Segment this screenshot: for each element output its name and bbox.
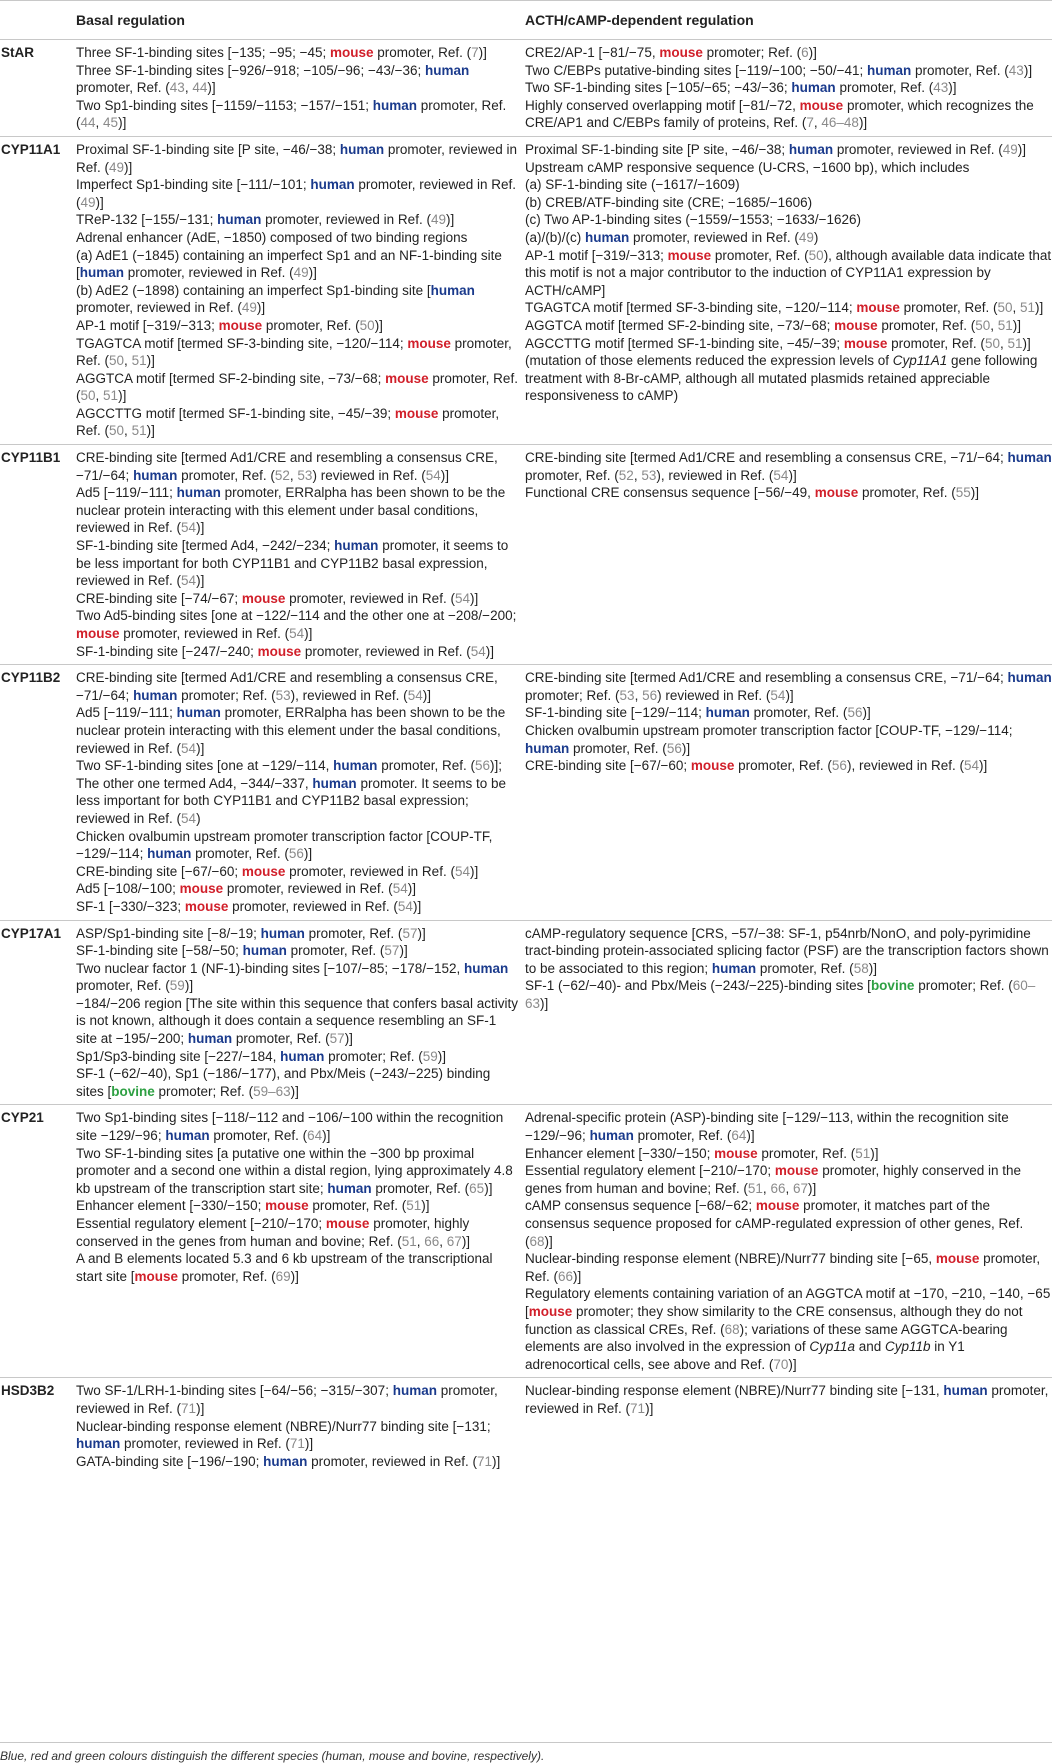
ref-number[interactable]: 67 (446, 1233, 462, 1249)
species-mouse: mouse (325, 1216, 370, 1231)
header-acth: ACTH/cAMP-dependent regulation (525, 1, 1052, 40)
table-header (0, 1, 1052, 40)
ref-number[interactable]: 56 (288, 846, 304, 862)
species-mouse: mouse (76, 626, 120, 641)
species-human: human (333, 758, 378, 774)
species-human: human (280, 1048, 325, 1064)
species-mouse: mouse (385, 370, 429, 386)
regulation-entry: CRE2/AP-1 [−81/−75, mouse promoter; Ref. (6)] (525, 45, 817, 60)
acth-regulation-cell (525, 1378, 1052, 1474)
regulation-entry: Essential regulatory element [−210/−170; mouse promoter, highly conserved in the genes from human and bovine; Ref. (51, 66, 67)] (76, 1216, 471, 1249)
basal-regulation-cell (76, 665, 525, 920)
species-human: human (133, 687, 178, 703)
species-mouse: mouse (257, 643, 302, 659)
ref-number[interactable]: 57 (329, 1031, 345, 1047)
ref-number[interactable]: 54 (181, 573, 197, 589)
ref-number[interactable]: 56 (831, 758, 847, 774)
regulation-entry: ASP/Sp1-binding site [−8/−19; human promoter, Ref. (57)] (76, 925, 426, 941)
ref-number[interactable]: 59 (422, 1048, 438, 1064)
regulation-entry: (c) Two AP-1-binding sites (−1559/−1553; −1633/−1626) (525, 212, 861, 228)
regulation-entry: Chicken ovalbumin upstream promoter transcription factor [COUP-TF, −129/−114; human promoter, Ref. (56)] (76, 828, 493, 862)
ref-number[interactable]: 49 (1002, 141, 1018, 157)
regulation-entry: GATA-binding site [−196/−190; human promoter, reviewed in Ref. (71)] (76, 1453, 501, 1469)
ref-number[interactable]: 57 (384, 943, 400, 959)
regulation-entry: Sp1/Sp3-binding site [−227/−184, human promoter; Ref. (59)] (76, 1048, 446, 1064)
regulation-entry: Nuclear-binding response element (NBRE)/Nurr77 binding site [−131; human promoter, reviewed in Ref. (71)] (76, 1418, 491, 1452)
ref-number[interactable]: 66 (770, 1180, 786, 1196)
regulation-entry: Nuclear-binding response element (NBRE)/Nurr77 binding site [−131, human promoter, reviewed in Ref. (71)] (525, 1383, 1049, 1416)
species-mouse: mouse (528, 1303, 573, 1319)
ref-number[interactable]: 54 (392, 881, 408, 897)
regulation-entry: AGGTCA motif [termed SF-2-binding site, −73/−68; mouse promoter, Ref. (50, 51)] (76, 370, 518, 404)
ref-number[interactable]: 50 (984, 335, 1000, 351)
ref-number[interactable]: 50 (975, 317, 991, 333)
species-mouse: mouse (856, 300, 900, 316)
gene-name: CYP11B2 (0, 665, 76, 920)
regulation-entry: SF-1-binding site [−129/−114; human promoter, Ref. (56)] (525, 705, 871, 721)
table-row (0, 136, 1052, 444)
ref-number[interactable]: 59–63 (253, 1083, 291, 1099)
regulation-entry: The other one termed Ad4, −344/−337, human promoter. It seems to be less important for both CYP11B1 and CYP11B2 basal expression; reviewed in Ref. (54) (76, 775, 507, 826)
ref-number[interactable]: 49 (80, 194, 96, 210)
ref-number[interactable]: 54 (773, 467, 789, 483)
regulation-entry: Two Ad5-binding sites [one at −122/−114 and the other one at −208/−200; mouse promoter, reviewed in Ref. (54)] (76, 608, 517, 641)
ref-number[interactable]: 51 (1007, 335, 1023, 351)
regulation-entry: Adrenal-specific protein (ASP)-binding site [−129/−113, within the recognition site −129/−96; human promoter, Ref. (64)] (525, 1110, 1009, 1144)
ref-number[interactable]: 64 (307, 1128, 323, 1144)
species-human: human (312, 775, 357, 791)
ref-number[interactable]: 69 (275, 1268, 291, 1284)
regulation-entry: Two Sp1-binding sites [−1159/−1153; −157/−151; human promoter, Ref. (44, 45)] (76, 97, 507, 131)
regulation-entry: (a)/(b)/(c) human promoter, reviewed in Ref. (49) (525, 229, 819, 245)
ref-number[interactable]: 54 (470, 643, 486, 659)
species-human: human (217, 212, 262, 228)
regulation-entry: AGGTCA motif [termed SF-2-binding site, −73/−68; mouse promoter, Ref. (50, 51)] (525, 317, 1022, 333)
ref-number[interactable]: 45 (103, 115, 119, 131)
header-gene (0, 1, 76, 40)
regulation-entry: Regulatory elements containing variation of an AGGTCA motif at −170, −210, −140, −65 [mouse promoter; they show similarity to the CRE consensus, although they do not function as classical CREs, Ref. (68); variations of these same AGGTCA-bearing elements are also involved in the expression of Cyp11a and Cyp11b in Y1 adrenocortical cells, see above and Ref. (70)] (525, 1286, 1051, 1372)
ref-number[interactable]: 49 (430, 212, 446, 228)
species-mouse: mouse (774, 1163, 819, 1179)
ref-number[interactable]: 50 (359, 317, 375, 333)
regulation-entry: AP-1 motif [−319/−313; mouse promoter, Ref. (50)] (76, 317, 383, 333)
regulation-entry: Ad5 [−108/−100; mouse promoter, reviewed in Ref. (54)] (76, 881, 416, 897)
ref-number[interactable]: 71 (289, 1436, 305, 1452)
ref-number[interactable]: 51 (747, 1180, 763, 1196)
regulation-entry: SF-1 [−330/−323; mouse promoter, reviewed in Ref. (54)] (76, 898, 422, 914)
ref-number[interactable]: 7 (471, 45, 479, 60)
species-mouse: mouse (218, 317, 263, 333)
acth-regulation-cell (525, 136, 1052, 444)
ref-number[interactable]: 66 (424, 1233, 440, 1249)
regulation-entry: AGCCTTG motif [termed SF-1-binding site, −45/−39; mouse promoter, Ref. (50, 51)] (mutation of those elements reduced the expression levels of Cyp11A1 gene following treatment with 8-Br-cAMP, although all mutated plasmids retained appreciable responsiveness to cAMP) (525, 335, 1038, 404)
regulation-entry: Two SF-1/LRH-1-binding sites [−64/−56; −315/−307; human promoter, reviewed in Ref. (71)] (76, 1383, 498, 1416)
table-footnote: Blue, red and green colours distinguish the different species (human, mouse and bovine, respectively). (0, 1742, 1052, 1763)
species-human: human (187, 1031, 233, 1047)
regulation-entry: Two SF-1-binding sites [one at −129/−114, human promoter, Ref. (56)]; (76, 758, 503, 774)
ref-number[interactable]: 43 (1008, 62, 1024, 78)
ref-number[interactable]: 56 (847, 705, 863, 721)
species-mouse: mouse (241, 590, 286, 606)
ref-number[interactable]: 6 (801, 45, 809, 60)
species-mouse: mouse (935, 1251, 980, 1267)
ref-number[interactable]: 51 (401, 1233, 417, 1249)
regulation-entry: Essential regulatory element [−210/−170; mouse promoter, highly conserved in the genes from human and bovine; Ref. (51, 66, 67)] (525, 1163, 1022, 1196)
ref-number[interactable]: 54 (181, 810, 197, 826)
acth-regulation-cell (525, 445, 1052, 665)
regulation-entry: Enhancer element [−330/−150; mouse promoter, Ref. (51)] (76, 1198, 430, 1214)
basal-regulation-cell (76, 136, 525, 444)
species-mouse: mouse (843, 335, 888, 351)
ref-number[interactable]: 7 (806, 115, 814, 131)
regulation-entry: Three SF-1-binding sites [−926/−918; −105/−96; −43/−36; human promoter, Ref. (43, 44)] (76, 62, 470, 96)
ref-number[interactable]: 51 (131, 423, 147, 439)
ref-number[interactable]: 54 (964, 758, 980, 774)
species-mouse: mouse (659, 45, 703, 60)
gene-name: CYP11B1 (0, 445, 76, 665)
species-mouse: mouse (799, 97, 844, 113)
ref-number[interactable]: 57 (402, 925, 418, 941)
species-human: human (339, 141, 385, 157)
species-mouse: mouse (667, 247, 712, 263)
species-human: human (147, 846, 192, 862)
ref-number[interactable]: 54 (454, 590, 470, 606)
regulation-entry: Proximal SF-1-binding site [P site, −46/−38; human promoter, reviewed in Ref. (49)] (76, 141, 517, 175)
header-basal: Basal regulation (76, 1, 525, 40)
ref-number[interactable]: 59 (169, 978, 185, 994)
species-human: human (425, 62, 470, 78)
species-mouse: mouse (407, 335, 451, 351)
regulation-entry: TGAGTCA motif [termed SF-3-binding site, −120/−114; mouse promoter, Ref. (50, 51)] (525, 300, 1044, 316)
regulation-entry: −184/−206 region [The site within this sequence that confers basal activity is not known, although it does contain a sequence resembling an SF-1 site at −195/−200; human promoter, Ref. (57)] (76, 995, 519, 1047)
regulation-entry: Functional CRE consensus sequence [−56/−49, mouse promoter, Ref. (55)] (525, 485, 980, 501)
species-mouse: mouse (330, 45, 374, 60)
table-row (0, 1378, 1052, 1474)
regulation-entry: CRE-binding site [−67/−60; mouse promoter, Ref. (56), reviewed in Ref. (54)] (525, 758, 988, 774)
basal-regulation-cell (76, 1105, 525, 1378)
regulation-entry: CRE-binding site [−67/−60; mouse promoter, reviewed in Ref. (54)] (76, 863, 479, 879)
ref-number[interactable]: 50 (808, 247, 824, 263)
ref-number[interactable]: 58 (853, 960, 869, 976)
species-human: human (263, 1453, 308, 1469)
species-human: human (788, 141, 834, 157)
regulation-entry: Proximal SF-1-binding site [P site, −46/−38; human promoter, reviewed in Ref. (49)] (525, 141, 1027, 157)
basal-regulation-cell (76, 445, 525, 665)
regulation-entry: Two SF-1-binding sites [a putative one within the −300 bp proximal promoter and a second one within a distal region, lying approximately 4.8 kb upstream of the transcription start site; human promoter, Ref. (65)] (76, 1145, 513, 1196)
ref-number[interactable]: 56 (642, 687, 658, 703)
gene-italic: Cyp11b (884, 1339, 931, 1355)
gene-name: CYP21 (0, 1105, 76, 1378)
ref-number[interactable]: 64 (731, 1128, 747, 1144)
gene-italic: Cyp11a (809, 1339, 855, 1355)
regulation-entry: Imperfect Sp1-binding site [−111/−101; human promoter, reviewed in Ref. (49)] (76, 177, 516, 210)
regulation-entry: Adrenal enhancer (AdE, −1850) composed of two binding regions (76, 229, 468, 245)
species-mouse: mouse (179, 881, 224, 897)
ref-number[interactable]: 53 (297, 467, 313, 483)
ref-number[interactable]: 53 (619, 687, 635, 703)
acth-regulation-cell (525, 920, 1052, 1105)
regulation-entry: AP-1 motif [−319/−313; mouse promoter, Ref. (50), although available data indicate that this motif is not a major contributor to the induction of CYP11A1 expression by ACTH/cAMP] (525, 247, 1052, 298)
regulation-entry: CRE-binding site [termed Ad1/CRE and resembling a consensus CRE, −71/−64; human promoter; Ref. (53, 56) reviewed in Ref. (54)] (525, 670, 1052, 703)
species-human: human (334, 538, 379, 554)
species-human: human (76, 1436, 121, 1452)
species-mouse: mouse (834, 317, 878, 333)
regulation-entry: SF-1 (−62/−40), Sp1 (−186/−177), and Pbx/Meis (−243/−225) binding sites [bovine promoter; Ref. (59–63)] (76, 1066, 491, 1099)
species-human: human (943, 1383, 988, 1399)
ref-number[interactable]: 51 (997, 317, 1013, 333)
acth-regulation-cell (525, 40, 1052, 137)
regulation-entry: CRE-binding site [termed Ad1/CRE and resembling a consensus CRE, −71/−64; human promoter; Ref. (53), reviewed in Ref. (54)] (76, 670, 498, 703)
species-human: human (1007, 670, 1052, 686)
regulation-entry: Two SF-1-binding sites [−105/−65; −43/−36; human promoter, Ref. (43)] (525, 80, 957, 96)
basal-regulation-cell (76, 40, 525, 137)
ref-number[interactable]: 49 (241, 300, 257, 316)
basal-regulation-cell (76, 920, 525, 1105)
ref-number[interactable]: 51 (855, 1145, 871, 1161)
species-human: human (705, 705, 750, 721)
species-human: human (176, 485, 221, 501)
ref-number[interactable]: 51 (1020, 300, 1036, 316)
species-bovine: bovine (870, 978, 915, 994)
table-row (0, 40, 1052, 137)
ref-number[interactable]: 60–63 (525, 978, 1036, 1011)
regulation-entry: Upstream cAMP responsive sequence (U-CRS, −1600 bp), which includes (525, 159, 970, 175)
species-mouse: mouse (690, 758, 735, 774)
species-human: human (133, 467, 178, 483)
regulation-entry: (b) CREB/ATF-binding site (CRE; −1685/−1606) (525, 194, 813, 210)
ref-number[interactable]: 54 (407, 687, 423, 703)
species-mouse: mouse (755, 1198, 800, 1214)
regulation-entry: Ad5 [−119/−111; human promoter, ERRalpha has been shown to be the nuclear protein interacting with this element under basal conditions, reviewed in Ref. (54)] (76, 485, 506, 536)
ref-number[interactable]: 71 (181, 1400, 197, 1416)
ref-number[interactable]: 49 (798, 229, 814, 245)
table-row (0, 445, 1052, 665)
gene-name: CYP11A1 (0, 136, 76, 444)
ref-number[interactable]: 50 (109, 353, 125, 369)
ref-number[interactable]: 54 (454, 863, 470, 879)
ref-number[interactable]: 65 (469, 1180, 485, 1196)
regulation-entry: Two Sp1-binding sites [−118/−112 and −106/−100 within the recognition site −129/−96; human promoter, Ref. (64)] (76, 1110, 504, 1144)
regulation-entry: TGAGTCA motif [termed SF-3-binding site, −120/−114; mouse promoter, Ref. (50, 51)] (76, 335, 512, 369)
ref-number[interactable]: 67 (792, 1180, 809, 1196)
ref-number[interactable]: 54 (181, 520, 197, 536)
table-row (0, 665, 1052, 920)
species-mouse: mouse (241, 863, 286, 879)
regulation-entry: (b) AdE2 (−1898) containing an imperfect Sp1-binding site [human promoter, reviewed in Ref. (49)] (76, 282, 475, 316)
regulation-entry: CRE-binding site [termed Ad1/CRE and resembling a consensus CRE, −71/−64; human promoter, Ref. (52, 53), reviewed in Ref. (54)] (525, 450, 1052, 483)
ref-number[interactable]: 43 (933, 80, 949, 96)
regulation-entry: Nuclear-binding response element (NBRE)/Nurr77 binding site [−65, mouse promoter, Ref. (66)] (525, 1251, 1041, 1284)
ref-number[interactable]: 68 (724, 1321, 740, 1337)
species-mouse: mouse (714, 1145, 758, 1161)
regulation-entry: Two nuclear factor 1 (NF-1)-binding sites [−107/−85; −178/−152, human promoter, Ref. (59)] (76, 960, 509, 994)
ref-number[interactable]: 68 (529, 1233, 545, 1249)
species-human: human (525, 740, 570, 756)
species-human: human (165, 1128, 210, 1144)
regulation-entry: Highly conserved overlapping motif [−81/−72, mouse promoter, which recognizes the CRE/AP1 and C/EBPs family of proteins, Ref. (7, 46–48)] (525, 97, 1034, 131)
species-mouse: mouse (265, 1198, 309, 1214)
ref-number[interactable]: 54 (181, 740, 197, 756)
species-bovine: bovine (111, 1083, 155, 1099)
ref-number[interactable]: 49 (109, 159, 125, 175)
ref-number[interactable]: 53 (641, 467, 657, 483)
ref-number[interactable]: 54 (397, 898, 413, 914)
ref-number[interactable]: 54 (770, 687, 786, 703)
table-body (0, 40, 1052, 1475)
species-human: human (430, 282, 475, 298)
ref-number[interactable]: 54 (289, 626, 305, 641)
species-human: human (1007, 450, 1052, 466)
acth-regulation-cell (525, 665, 1052, 920)
ref-number[interactable]: 43 (169, 80, 185, 96)
species-human: human (392, 1383, 437, 1399)
regulation-entry: AGCCTTG motif [termed SF-1-binding site, −45/−39; mouse promoter, Ref. (50, 51)] (76, 405, 500, 439)
regulation-entry: Ad5 [−119/−111; human promoter, ERRalpha has been shown to be the nuclear protein interacting with this element under the basal conditions, reviewed in Ref. (54)] (76, 705, 506, 756)
species-human: human (327, 1180, 372, 1196)
species-human: human (866, 62, 912, 78)
gene-italic: Cyp11A1 (892, 353, 948, 369)
species-mouse: mouse (814, 485, 859, 501)
ref-number[interactable]: 56 (666, 740, 682, 756)
ref-number[interactable]: 46–48 (821, 115, 859, 131)
regulation-entry: cAMP consensus sequence [−68/−62; mouse promoter, it matches part of the consensus sequence proposed for cAMP-regulated expression of other genes, Ref. (68)] (525, 1198, 1024, 1249)
regulation-entry: A and B elements located 5.3 and 6 kb upstream of the transcriptional start site [mouse promoter, Ref. (69)] (76, 1251, 493, 1284)
regulation-entry: CRE-binding site [termed Ad1/CRE and resembling a consensus CRE, −71/−64; human promoter, Ref. (52, 53) reviewed in Ref. (54)] (76, 450, 498, 483)
species-human: human (711, 960, 757, 976)
regulation-entry: SF-1 (−62/−40)- and Pbx/Meis (−243/−225)-binding sites [bovine promoter; Ref. (60–63)] (525, 978, 1036, 1011)
species-human: human (589, 1128, 634, 1144)
regulation-entry: SF-1-binding site [termed Ad4, −242/−234; human promoter, it seems to be less important for both CYP11B1 and CYP11B2 basal expression, reviewed in Ref. (54)] (76, 538, 509, 589)
species-mouse: mouse (394, 405, 439, 421)
ref-number[interactable]: 50 (80, 388, 96, 404)
ref-number[interactable]: 71 (476, 1453, 492, 1469)
regulation-entry: Chicken ovalbumin upstream promoter transcription factor [COUP-TF, −129/−114; human promoter, Ref. (56)] (525, 722, 1013, 756)
ref-number[interactable]: 66 (558, 1268, 574, 1284)
ref-number[interactable]: 51 (406, 1198, 422, 1214)
regulation-entry: (a) SF-1-binding site (−1617/−1609) (525, 177, 740, 193)
ref-number[interactable]: 70 (773, 1356, 789, 1372)
regulation-entry: SF-1-binding site [−247/−240; mouse promoter, reviewed in Ref. (54)] (76, 643, 494, 659)
ref-number[interactable]: 53 (275, 687, 291, 703)
basal-regulation-cell (76, 1378, 525, 1474)
ref-number[interactable]: 52 (618, 467, 634, 483)
species-human: human (463, 960, 509, 976)
ref-number[interactable]: 55 (955, 485, 971, 501)
ref-number[interactable]: 44 (192, 80, 208, 96)
species-human: human (310, 177, 355, 193)
species-human: human (372, 97, 417, 113)
ref-number[interactable]: 49 (293, 265, 309, 281)
gene-name: CYP17A1 (0, 920, 76, 1105)
table-row (0, 920, 1052, 1105)
species-mouse: mouse (184, 898, 229, 914)
ref-number[interactable]: 50 (109, 423, 125, 439)
ref-number[interactable]: 52 (274, 467, 290, 483)
regulation-entry: Enhancer element [−330/−150; mouse promoter, Ref. (51)] (525, 1145, 879, 1161)
table-row (0, 1105, 1052, 1378)
species-human: human (585, 229, 630, 245)
regulation-entry: Three SF-1-binding sites [−135; −95; −45; mouse promoter, Ref. (7)] (76, 45, 487, 60)
ref-number[interactable]: 71 (630, 1400, 646, 1416)
species-human: human (260, 925, 305, 941)
species-human: human (79, 265, 125, 281)
regulation-entry: TReP-132 [−155/−131; human promoter, reviewed in Ref. (49)] (76, 212, 455, 228)
gene-name: HSD3B2 (0, 1378, 76, 1474)
ref-number[interactable]: 54 (425, 467, 441, 483)
ref-number[interactable]: 51 (131, 353, 147, 369)
gene-name: StAR (1, 45, 34, 60)
regulation-entry: CRE-binding site [−74/−67; mouse promoter, reviewed in Ref. (54)] (76, 590, 479, 606)
ref-number[interactable]: 56 (474, 758, 491, 774)
acth-regulation-cell (525, 1105, 1052, 1378)
species-human: human (176, 705, 221, 721)
regulation-entry: cAMP-regulatory sequence [CRS, −57/−38: SF-1, p54nrb/NonO, and poly-pyrimidine tract-binding protein-associated splicing factor (PSF) are the transcription factors shown to be associated to this region; human promoter, Ref. (58)] (525, 925, 1049, 976)
species-mouse: mouse (134, 1268, 179, 1284)
species-human: human (791, 80, 836, 96)
ref-number[interactable]: 50 (997, 300, 1013, 316)
ref-number[interactable]: 44 (80, 115, 96, 131)
regulation-entry: (a) AdE1 (−1845) containing an imperfect Sp1 and an NF-1-binding site [human promoter, reviewed in Ref. (49)] (76, 247, 502, 281)
species-human: human (242, 943, 287, 959)
ref-number[interactable]: 51 (103, 388, 119, 404)
regulation-entry: SF-1-binding site [−58/−50; human promoter, Ref. (57)] (76, 943, 408, 959)
regulation-entry: Two C/EBPs putative-binding sites [−119/−100; −50/−41; human promoter, Ref. (43)] (525, 62, 1033, 78)
